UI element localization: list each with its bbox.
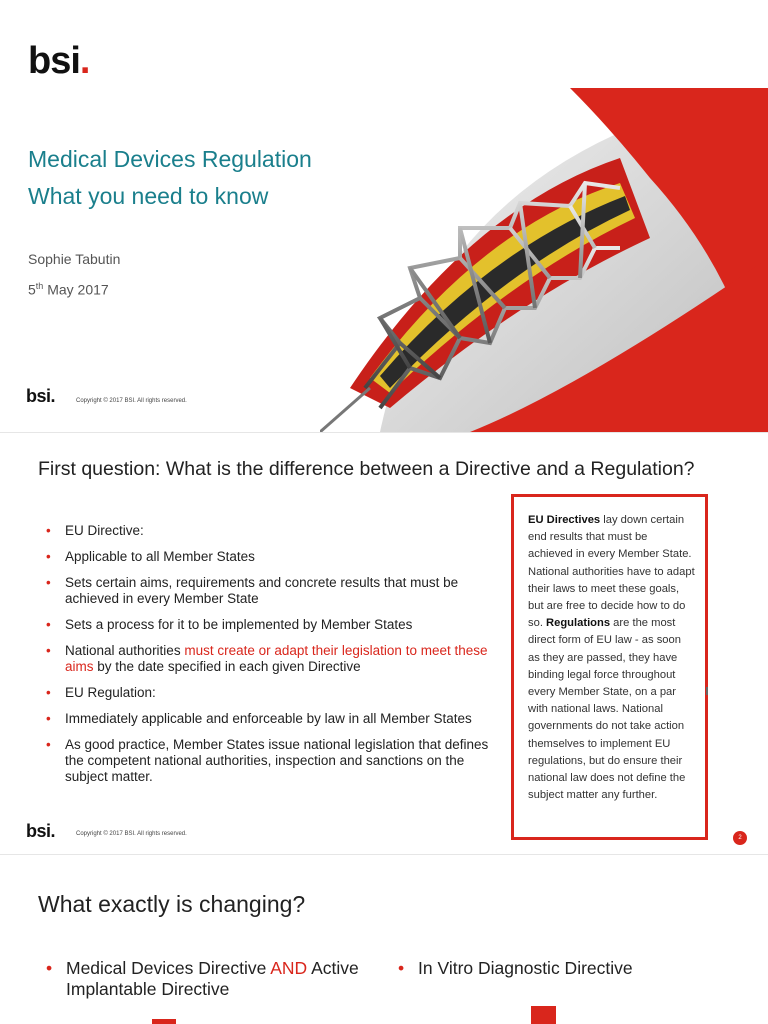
title-slide	[0, 0, 768, 432]
author-name: Sophie Tabutin	[28, 251, 121, 267]
list-item: • Medical Devices Directive AND Active Implantable Directive	[46, 958, 366, 1000]
bsi-logo: bsi.	[28, 40, 90, 82]
page-number-badge: 2	[733, 831, 747, 845]
slide-title: What exactly is changing?	[38, 891, 306, 917]
list-item: • Immediately applicable and enforceable by law in all Member States	[46, 711, 501, 727]
list-item: • Applicable to all Member States	[46, 549, 501, 565]
list-item: • EU Directive:	[46, 523, 501, 539]
list-item: • In Vitro Diagnostic Directive	[398, 958, 698, 979]
list-item: • Sets certain aims, requirements and concrete results that must be achieved in every Member State	[46, 575, 501, 607]
copyright-text: Copyright © 2017 BSI. All rights reserved.	[76, 398, 187, 404]
what-is-changing-slide	[0, 855, 768, 1024]
definition-callout-box: EU Directives lay down certain end results that must be achieved in every Member State. National authorities have to adapt their laws to meet these goals, but are free to decide how to do so. Regulations are the most direct form of EU law - as soon as they are passed, they have binding legal force throughout every Member State, on a par with national laws. National governments do not take action themselves to implement EU regulations, but do ensure their national law does not define the subject matter any further.	[511, 494, 708, 840]
bullet-list	[46, 523, 501, 795]
copyright-text: Copyright © 2017 BSI. All rights reserved.	[76, 831, 187, 837]
presentation-date: 5th May 2017	[28, 281, 109, 298]
slide-title-line1: Medical Devices Regulation	[28, 146, 312, 172]
list-item: • EU Regulation:	[46, 685, 501, 701]
list-item: • National authorities must create or adapt their legislation to meet these aims by the date specified in each given Directive	[46, 643, 501, 675]
divider	[706, 687, 708, 695]
slide-title: First question: What is the difference between a Directive and a Regulation?	[38, 458, 695, 480]
directive-vs-regulation-slide	[0, 433, 768, 853]
stent-image	[320, 88, 768, 432]
list-item: • Sets a process for it to be implemented by Member States	[46, 617, 501, 633]
slide-title-line2: What you need to know	[28, 183, 269, 209]
list-item: • As good practice, Member States issue national legislation that defines the competent national authorities, inspection and sanctions on the subject matter.	[46, 737, 501, 785]
footer-bsi-logo: bsi.	[26, 821, 56, 841]
decorative-block	[531, 1006, 556, 1024]
decorative-block	[152, 1019, 176, 1024]
footer-bsi-logo: bsi.	[26, 386, 56, 406]
